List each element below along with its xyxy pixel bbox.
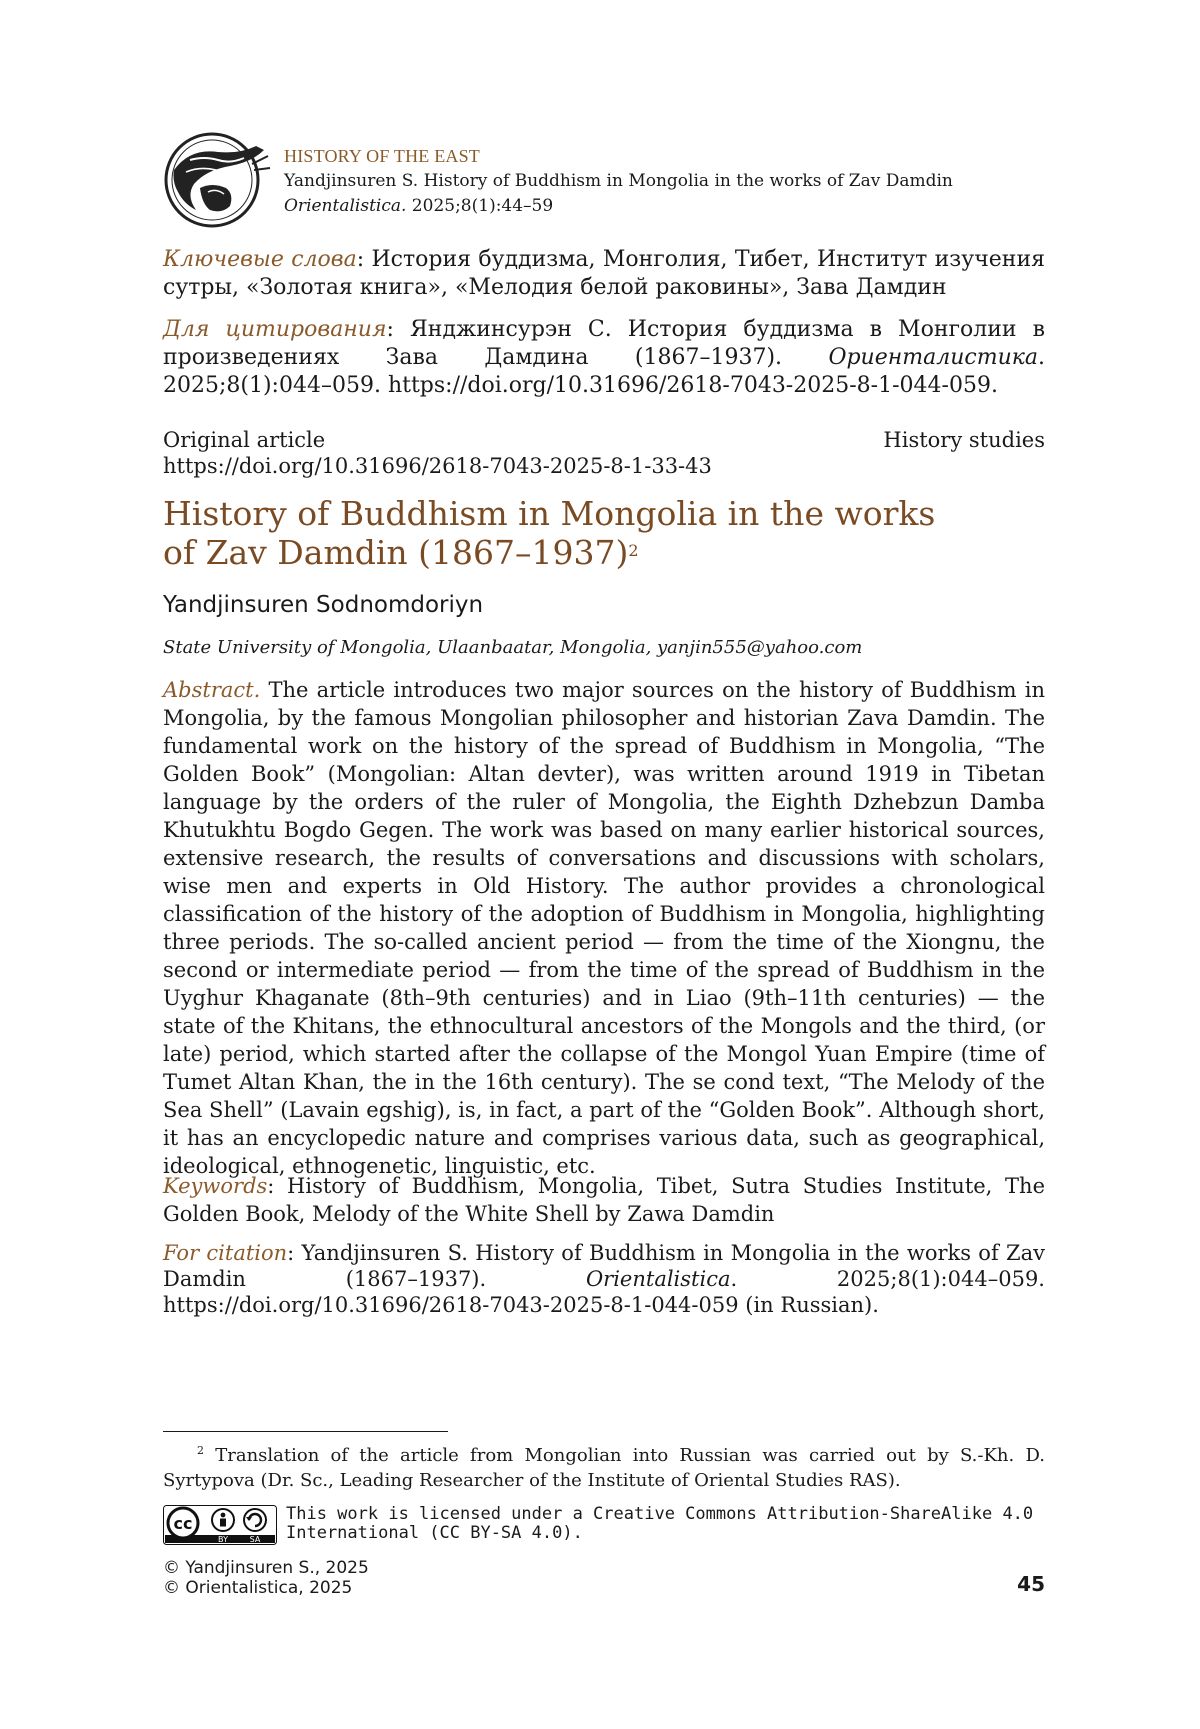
journal-issue-line — [284, 194, 953, 219]
article-section: History studies — [883, 428, 1045, 452]
ru-citation-label: Для цитирования — [163, 317, 387, 342]
ru-keywords-label: Ключевые слова — [163, 247, 357, 272]
footnote — [163, 1438, 1045, 1493]
citation-label: For citation — [163, 1241, 288, 1265]
article-title-text: History of Buddhism in Mongolia in the works of Zav Damdin (1867–1937) — [163, 494, 936, 572]
footnote-text: Translation of the article from Mongolian into Russian was carried out by S.-Kh. D. Syrtypova (Dr. Sc., Leading Researcher of the Institute of Oriental Studies RAS). — [163, 1445, 1045, 1491]
abstract — [163, 676, 1045, 1180]
keywords — [163, 1172, 1045, 1228]
sa-label: SA — [249, 1535, 261, 1544]
cc-by-sa-badge[interactable] — [163, 1505, 277, 1545]
footnote-rule — [163, 1431, 448, 1432]
ru-keywords-text: : История буддизма, Монголия, Тибет, Институт изучения сутры, «Золотая книга», «Мелодия белой раковины», Зава Дамдин — [163, 247, 1045, 300]
citation-journal: Orientalistica — [585, 1267, 731, 1291]
page-number: 45 — [1017, 1572, 1045, 1596]
abstract-label: Abstract. — [163, 678, 261, 702]
license-text: This work is licensed under a Creative Commons Attribution-ShareAlike 4.0 International (CC BY-SA 4.0). — [286, 1504, 1034, 1543]
by-label: BY — [218, 1535, 228, 1544]
citation-text-a: : Yandjinsuren S. History of Buddhism in Mongolia in the works of Zav Damdin (1867–1937). — [163, 1241, 1045, 1291]
article-doi-link[interactable]: https://doi.org/10.31696/2618-7043-2025-8-1-33-43 — [163, 454, 712, 478]
article-title — [163, 494, 943, 572]
copyright-author: © Yandjinsuren S., 2025 — [163, 1558, 369, 1578]
journal-logo — [160, 126, 272, 232]
citation — [163, 1240, 1045, 1318]
abstract-text: The article introduces two major sources on the history of Buddhism in Mongolia, by the famous Mongolian philosopher and historian Zava Damdin. The fundamental work on the history of the spread of Buddhism in Mongolia, “The Golden Book” (Mongolian: Altan devter), was written around 1919 in Tibetan language by the orders of the ruler of Mongolia, the Eighth Dzhebzun Damba Khutukhtu Bogdo Gegen. The work was based on many earlier historical sources, extensive research, the results of conversations and discussions with scholars, wise men and experts in Old History. The author provides a chronological classification of the history of the adoption of Buddhism in Mongolia, highlighting three periods. The so-called ancient period — from the time of the Xiongnu, the second or intermediate period — from the time of the spread of Buddhism in the Uyghur Khaganate (8th–9th centuries) and in Liao (9th–11th centuries) — the state of the Khitans, the ethnocultural ancestors of the Mongols and the third, (or late) period, which started after the collapse of the Mongol Yuan Empire (time of Tumet Altan Khan, the in the 16th century). The se cond text, “The Melody of the Sea Shell” (Lavain egshig), is, in fact, a part of the “Golden Book”. Although short, it has an encyclopedic nature and comprises various data, such as geographical, ideological, ethnogenetic, linguistic, etc. — [163, 678, 1045, 1178]
journal-name: Orientalistica. — [284, 196, 407, 216]
keywords-text: : History of Buddhism, Mongolia, Tibet, Sutra Studies Institute, The Golden Book, Melody of the White Shell by Zawa Damdin — [163, 1174, 1045, 1226]
copyright-journal: © Orientalistica, 2025 — [163, 1578, 353, 1598]
ru-keywords — [163, 246, 1045, 302]
ru-citation-journal: Ориенталистика — [828, 345, 1038, 370]
running-header — [284, 144, 953, 219]
sa-icon — [244, 1509, 266, 1531]
article-meta — [163, 427, 1045, 479]
ru-citation — [163, 316, 1045, 400]
cc-icon-label: cc — [173, 1514, 193, 1533]
running-title: Yandjinsuren S. History of Buddhism in Mongolia in the works of Zav Damdin — [284, 171, 953, 191]
copyright — [163, 1558, 369, 1598]
journal-issue: 2025;8(1):44–59 — [406, 196, 554, 216]
ru-citation-text-a: : Янджинсурэн С. История буддизма в Монголии в произведениях Зава Дамдина (1867–1937). — [163, 317, 1045, 370]
footnote-mark: 2 — [197, 1444, 204, 1457]
ru-citation-text-b: . 2025;8(1):044–059. https://doi.org/10.31696/2618-7043-2025-8-1-044-059. — [163, 345, 1045, 398]
journal-series: HISTORY OF THE EAST — [284, 146, 480, 166]
article-type: Original article — [163, 428, 326, 452]
title-footnote-mark[interactable]: 2 — [628, 541, 639, 560]
author-affiliation: State University of Mongolia, Ulaanbaatar, Mongolia, yanjin555@yahoo.com — [163, 637, 863, 658]
keywords-label: Keywords — [163, 1174, 268, 1198]
citation-text-b: . 2025;8(1):044–059. https://doi.org/10.31696/2618-7043-2025-8-1-044-059 (in Russian). — [163, 1267, 1045, 1317]
author-name: Yandjinsuren Sodnomdoriyn — [163, 592, 484, 618]
